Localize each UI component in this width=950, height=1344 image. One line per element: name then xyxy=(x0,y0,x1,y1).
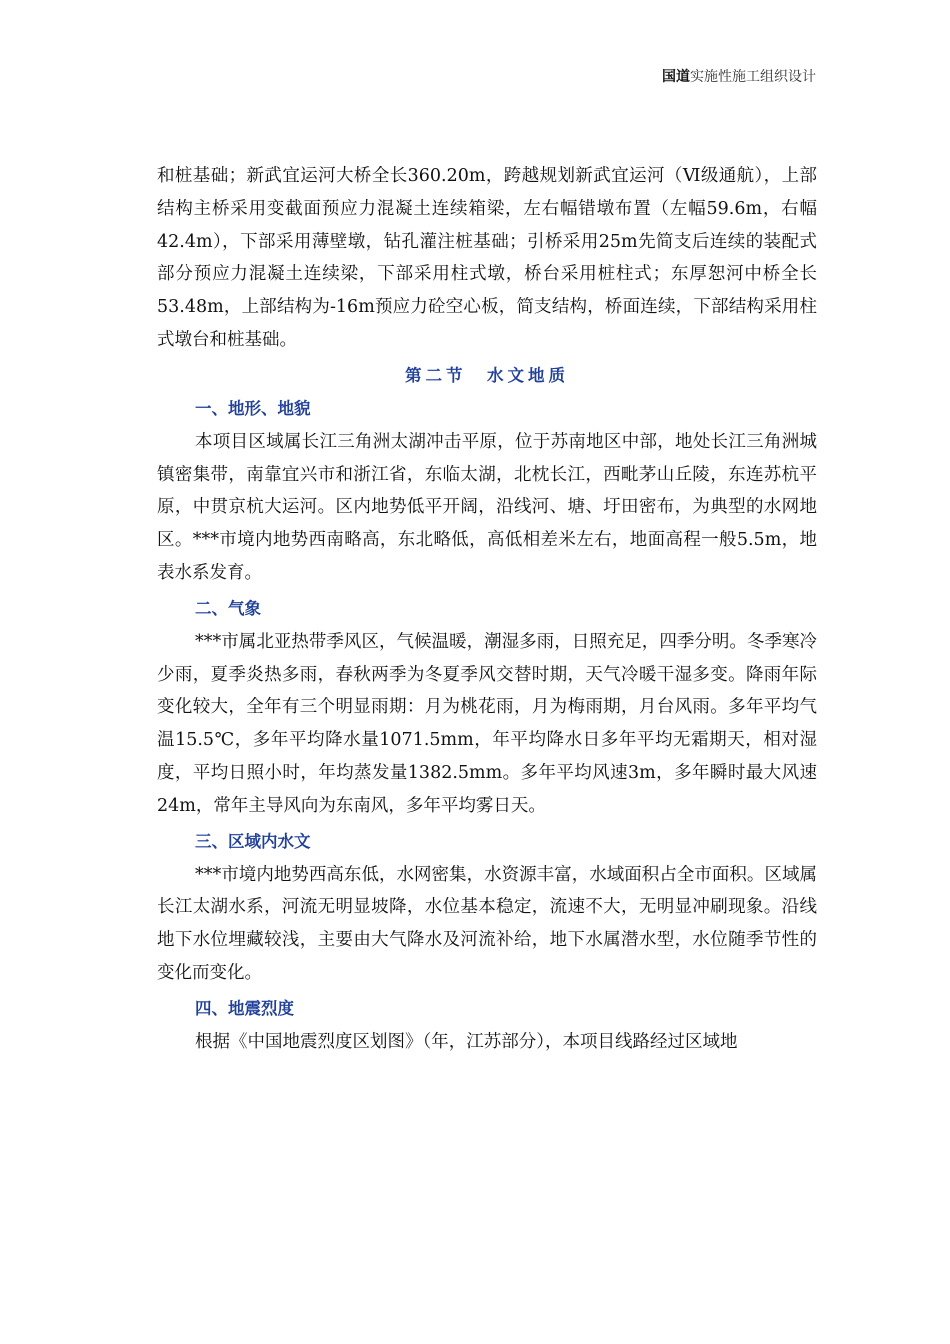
document-body xyxy=(157,160,817,1059)
subsection-body-seismic: 根据《中国地震烈度区划图》（年，江苏部分），本项目线路经过区域地 xyxy=(195,1031,738,1052)
header-divider xyxy=(157,92,816,93)
subsection-heading-seismic: 四、地震烈度 xyxy=(195,998,294,1018)
header-title: 实施性施工组织设计 xyxy=(690,69,816,85)
header-title-bold: 国道 xyxy=(662,69,690,85)
subsection-body-hydrology: ***市境内地势西高东低，水网密集，水资源丰富，水域面积占全市面积。区域属长江太湖水系，河流无明显坡降，水位基本稳定，流速不大，无明显冲刷现象。沿线地下水位埋藏较浅，主要由大气降水及河流补给，地下水属潜水型，水位随季节性的变化而变化。 xyxy=(157,864,817,983)
subsection-body-terrain: 本项目区域属长江三角洲太湖冲击平原，位于苏南地区中部，地处长江三角洲城镇密集带，南靠宜兴市和浙江省，东临太湖，北枕长江，西毗茅山丘陵，东连苏杭平原，中贯京杭大运河。区内地势低平开阔，沿线河、塘、圩田密布，为典型的水网地区。***市境内地势西南略高，东北略低，高低相差米左右，地面高程一般5.5m，地表水系发育。 xyxy=(157,431,817,583)
subsection-heading-terrain: 一、地形、地貌 xyxy=(195,398,311,418)
subsection-heading-hydrology: 三、区域内水文 xyxy=(195,831,311,851)
page-header xyxy=(662,66,816,86)
section-title: 第二节 水文地质 xyxy=(405,365,569,385)
intro-paragraph: 和桩基础；新武宜运河大桥全长360.20m，跨越规划新武宜运河（Ⅵ级通航），上部结构主桥采用变截面预应力混凝土连续箱梁，左右幅错墩布置（左幅59.6m，右幅42.4m），下部采用薄壁墩，钻孔灌注桩基础；引桥采用25m先简支后连续的装配式部分预应力混凝土连续梁，下部采用柱式墩，桥台采用桩柱式；东厚恕河中桥全长53.48m，上部结构为-16m预应力砼空心板，简支结构，桥面连续，下部结构采用柱式墩台和桩基础。 xyxy=(157,166,817,350)
subsection-body-weather: ***市属北亚热带季风区，气候温暖，潮湿多雨，日照充足，四季分明。冬季寒冷少雨，夏季炎热多雨，春秋两季为冬夏季风交替时期，天气冷暖干湿多变。降雨年际变化较大，全年有三个明显雨期：月为桃花雨，月为梅雨期，月台风雨。多年平均气温15.5℃，多年平均降水量1071.5mm，年平均降水日多年平均无霜期天，相对湿度，平均日照小时，年均蒸发量1382.5mm。多年平均风速3m，多年瞬时最大风速24m，常年主导风向为东南风，多年平均雾日天。 xyxy=(157,631,817,816)
subsection-heading-weather: 二、气象 xyxy=(195,598,261,618)
